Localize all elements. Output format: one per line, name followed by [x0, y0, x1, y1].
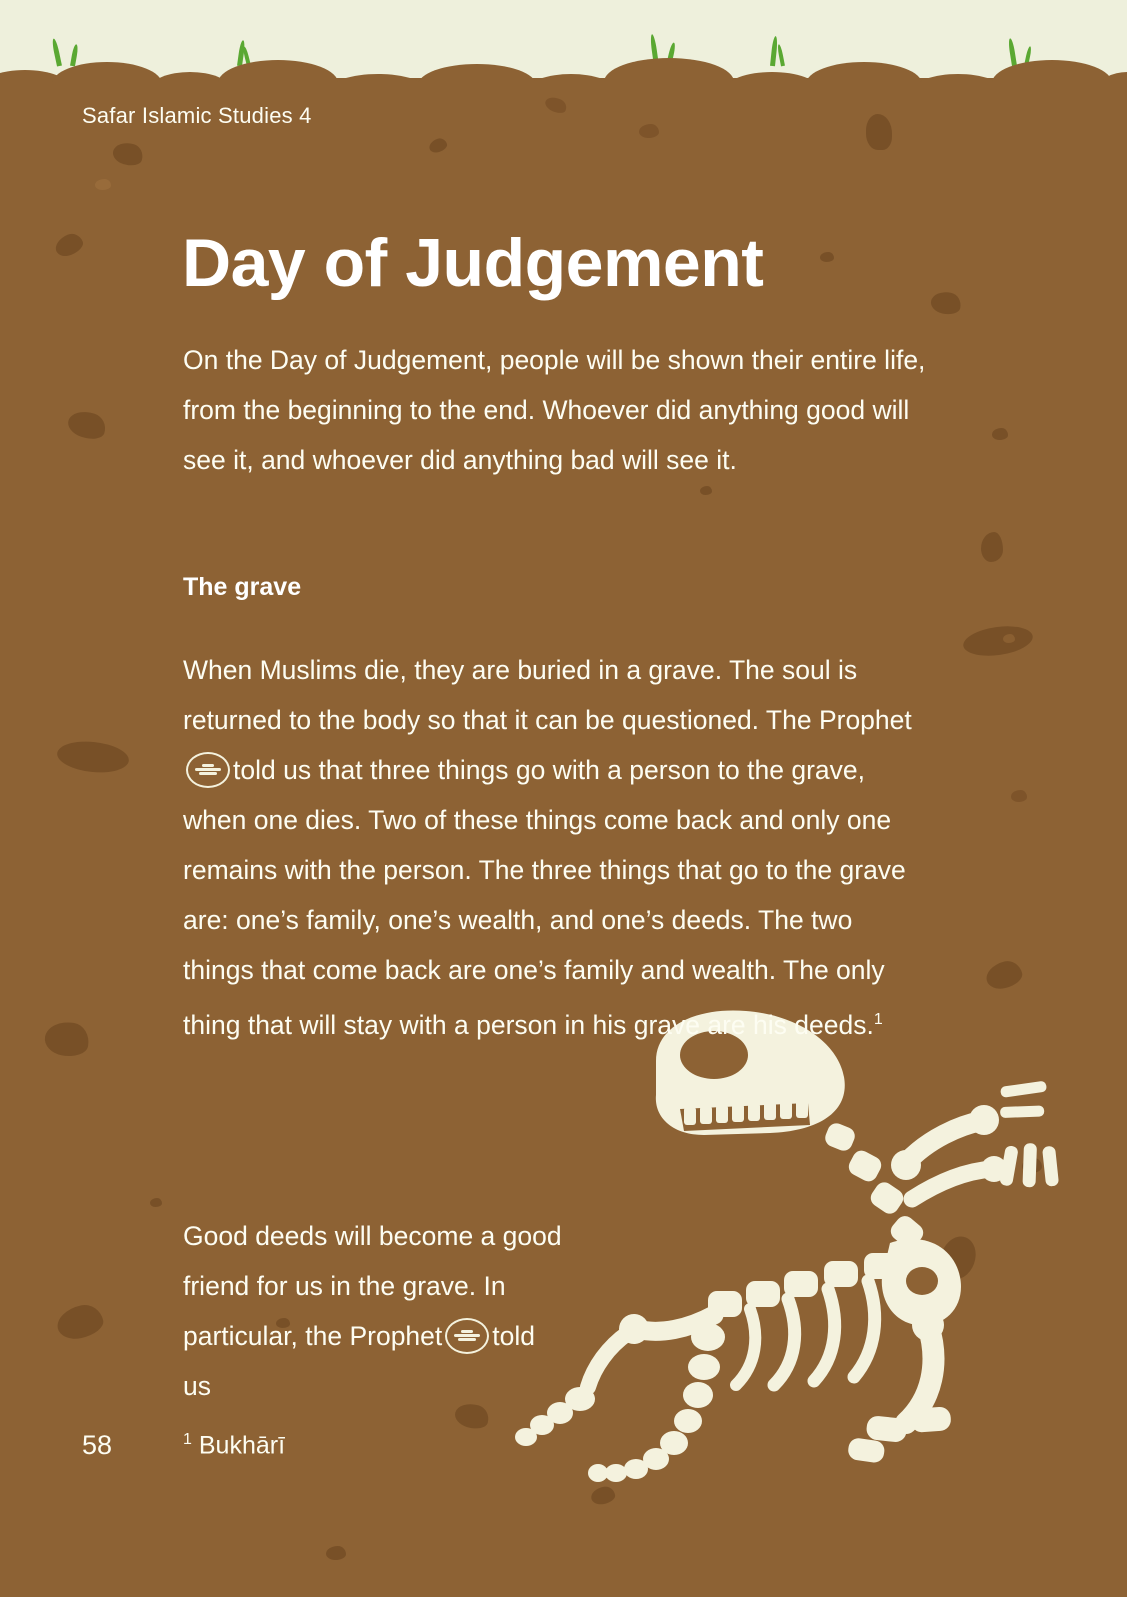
deeds-text-part2: told us [183, 1320, 536, 1401]
grave-text-part1: When Muslims die, they are buried in a grave. The soul is returned to the body so that it can be questioned. The Prophet [183, 654, 912, 735]
pbuh-seal-icon [186, 752, 230, 788]
grave-paragraph [183, 645, 925, 1050]
deeds-paragraph [183, 1211, 563, 1411]
footnote-text: Bukhārī [198, 1431, 286, 1460]
grave-text-part2: told us that three things go with a person to the grave, when one dies. Two of these things come back and only one remains with the person. The three things that go to the grave are: one’s family, one’s wealth, and one’s deeds. The two things that come back are one’s family and wealth. The only thing that will stay with a person in his grave are his deeds. [183, 754, 906, 1040]
pbuh-seal-icon [445, 1318, 489, 1354]
deeds-text-part1: Good deeds will become a good friend for us in the grave. In particular, the Prophet [183, 1220, 562, 1351]
section-subheading: The grave [183, 572, 302, 601]
footnote [183, 1431, 285, 1460]
intro-paragraph: On the Day of Judgement, people will be shown their entire life, from the beginning to the end. Whoever did anything good will see it, and whoever did anything bad will see it. [183, 344, 926, 475]
running-head: Safar Islamic Studies 4 [82, 103, 312, 128]
page-title: Day of Judgement [182, 224, 764, 301]
footnote-marker: 1 [183, 1431, 192, 1448]
footnote-reference: 1 [873, 1010, 883, 1028]
page-number: 58 [82, 1430, 113, 1460]
